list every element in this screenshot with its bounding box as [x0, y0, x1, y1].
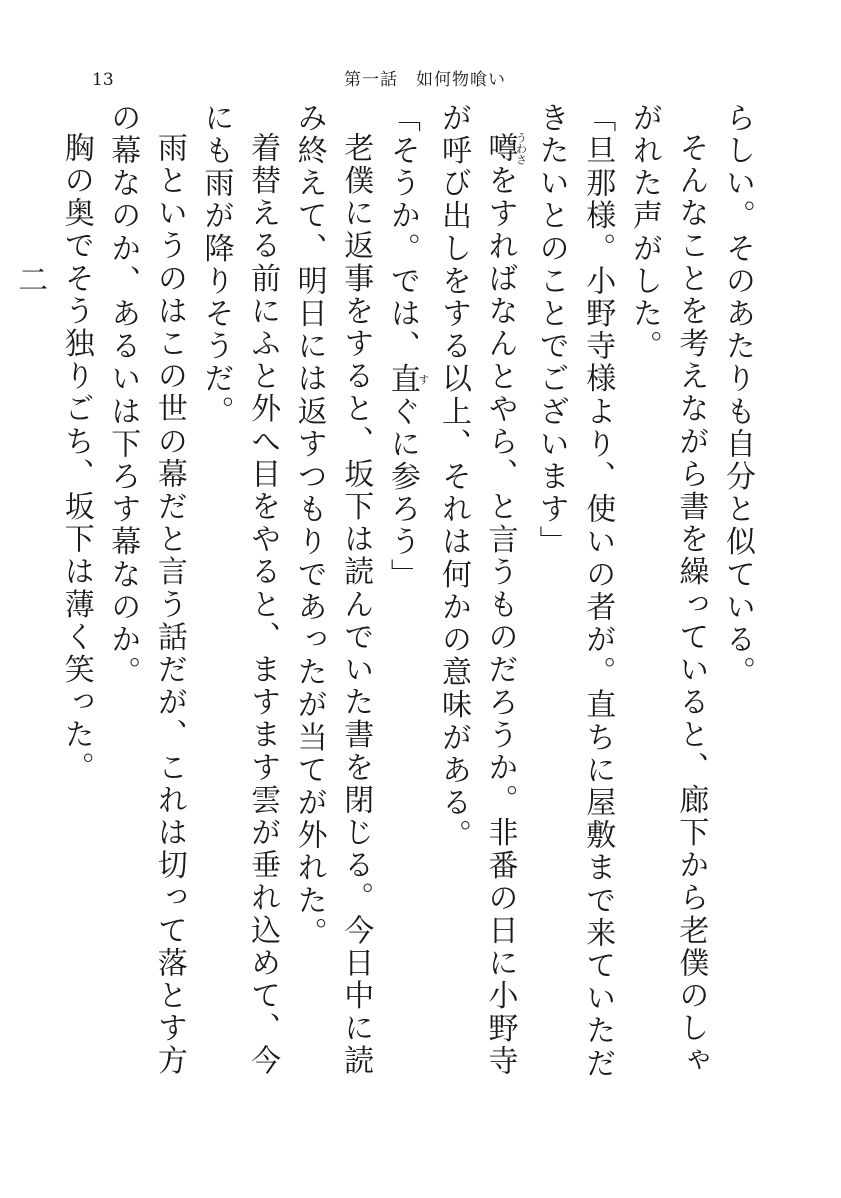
ruby-annotation	[384, 362, 430, 396]
paragraph: 老僕に返事をすると、坂下は読んでいた書を閉じる。今日中に読み終えて、明日には返すつもりであったが当てが外れた。	[291, 102, 374, 1078]
ruby-annotation	[482, 132, 528, 165]
ruby-reading: す	[416, 362, 430, 396]
ruby-reading: うわさ	[514, 132, 528, 165]
paragraph: そんなことを考えながら書を繰っていると、廊下から老僕のしゃがれた声がした。	[626, 102, 709, 1078]
ruby-base: 直	[384, 362, 420, 396]
section-heading: 二	[12, 264, 48, 294]
text-span: をすればなんとやら、と言うものだろうか。非番の日に小野寺が呼び出しをする以上、それは何かの意味がある。	[435, 102, 518, 1078]
paragraph: らしい。そのあたりも自分と似ている。	[720, 102, 755, 689]
dialogue-paragraph	[378, 102, 429, 1102]
paragraph: 胸の奥でそう独りごち、坂下は薄く笑った。	[58, 132, 94, 784]
text-span: ぐに参ろう」	[384, 395, 420, 592]
text-span	[0, 222, 1, 418]
paragraph: 雨というのはこの世の幕だと言う話だが、これは切って落とす方の幕なのか、あるいは下ろす幕なのか。	[105, 102, 187, 1078]
paragraph	[429, 102, 527, 1102]
page-number: 13	[92, 70, 114, 90]
paragraph	[0, 102, 6, 1102]
paragraph: 着替える前にふと外へ目をやると、ますます雲が垂れ込めて、今にも雨が降りそうだ。	[198, 102, 281, 1078]
dialogue-paragraph: 「旦那様。小野寺様より、使いの者が。直ちに屋敷まで来ていただきたいとのことでございます」	[533, 102, 616, 1080]
em-dash	[0, 132, 6, 222]
vertical-text-body	[12, 102, 760, 1102]
ruby-base: 噂	[482, 132, 518, 165]
text-span: 「そうか。では、	[384, 102, 420, 363]
running-head: 第一話 如何物喰い	[344, 70, 506, 90]
